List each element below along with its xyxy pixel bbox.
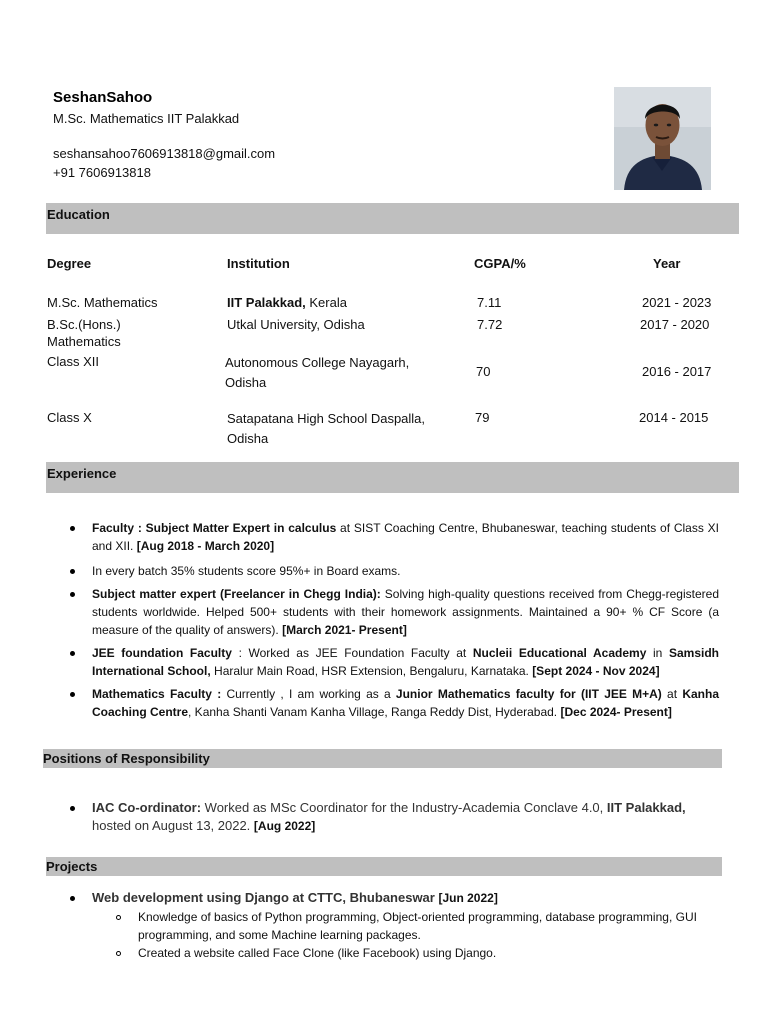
edu-year-cell: 2017 - 2020 [640,317,710,332]
bullet-icon [70,896,75,901]
email-text: seshansahoo7606913818@gmail.com [53,146,276,161]
edu-degree-cell: Class XII [47,354,100,369]
edu-degree-cell: B.Sc.(Hons.) Mathematics [47,317,121,349]
sub-bullet-icon [116,915,121,920]
experience-date: [Sept 2024 - Nov 2024] [532,663,660,678]
bullet-icon [70,651,75,656]
experience-org: Nucleii Educational Academy [472,646,647,660]
experience-text: at [661,687,683,701]
project-date: [Jun 2022] [438,891,498,905]
project-detail: Created a website called Face Clone (like Facebook) using Django. [138,946,497,960]
position-date: [Aug 2022] [253,819,316,833]
edu-institution-cell: Autonomous College Nayagarh, Odisha [225,355,410,390]
edu-score-cell: 70 [476,364,491,379]
edu-year-cell: 2021 - 2023 [642,295,712,310]
position-role: IAC Co-ordinator: [92,800,202,815]
experience-role: JEE foundation Faculty [92,646,232,660]
column-header-institution: Institution [227,256,290,271]
experience-org: Samsidh International School, [92,646,719,678]
person-photo-icon [614,87,711,190]
positions-section-header: Positions of Responsibility [43,749,722,768]
experience-date: [Aug 2018 - March 2020] [136,538,275,553]
edu-institution-cell [227,294,347,311]
profile-photo [614,87,711,190]
experience-date: [Dec 2024- Present] [560,704,672,719]
position-text: hosted on August 13, 2022. [92,818,254,833]
position-text: Worked as MSc Coordinator for the Industry-Academia Conclave 4.0, [201,800,607,815]
experience-text: , Kanha Shanti Vanam Kanha Village, Ranga Reddy Dist, Hyderabad. [188,704,561,719]
edu-institution-rest: Kerala [305,295,347,310]
experience-text: In every batch 35% students score 95%+ in Board exams. [92,564,401,578]
phone-text: +91 7606913818 [53,165,151,180]
experience-text: at SIST Coaching Centre, Bhubaneswar, teaching students of Class XI and XII. [92,521,719,553]
bullet-icon [70,592,75,597]
experience-item [92,645,719,681]
experience-text: Solving high-quality questions received from Chegg-registered students worldwide. Helped 500+ students with their homework assignments. Maintained a 90+ % CF Score (a measure of the quality of answers). [92,587,719,637]
sub-bullet-icon [116,951,121,956]
experience-section-header: Experience [46,462,739,493]
edu-institution-cell: Utkal University, Odisha [227,317,365,332]
experience-item [92,520,719,556]
experience-text: : Worked as JEE Foundation Faculty at [231,646,473,660]
experience-role: Mathematics Faculty : [92,687,222,701]
experience-item [92,586,719,639]
experience-role: Faculty : Subject Matter Expert in calculus [92,521,337,535]
column-header-cgpa: CGPA/% [474,256,526,271]
experience-text: Haralur Main Road, HSR Extension, Bengaluru, Karnataka. [210,663,533,678]
degree-line: M.Sc. Mathematics IIT Palakkad [53,111,240,126]
edu-degree-cell: M.Sc. Mathematics [47,295,158,310]
bullet-icon [70,692,75,697]
experience-org: Kanha Coaching Centre [92,687,719,719]
experience-role: Subject matter expert (Freelancer in Chegg India): [92,587,381,601]
experience-date: [March 2021- Present] [282,622,407,637]
projects-section-header: Projects [46,857,722,876]
position-item [92,799,722,835]
edu-degree-cell: Class X [47,410,92,425]
bullet-icon [70,569,75,574]
edu-institution-cell: Satapatana High School Daspalla, Odisha [227,411,426,446]
edu-score-cell: 79 [475,410,490,425]
experience-text: Currently , I am working as a [221,687,396,701]
experience-text: in [646,646,669,660]
edu-year-cell: 2014 - 2015 [639,410,709,425]
bullet-icon [70,526,75,531]
project-detail: Knowledge of basics of Python programming, Object-oriented programming, database programming, GUI programming, and some Machine learning packages. [138,910,697,942]
bullet-icon [70,806,75,811]
column-header-degree: Degree [47,256,92,271]
edu-score-cell: 7.11 [477,295,502,310]
column-header-year: Year [653,256,681,271]
project-heading: Web development using Django at CTTC, Bhubaneswar [92,890,439,905]
experience-item [92,563,719,581]
position-org: IIT Palakkad, [606,800,686,815]
edu-year-cell: 2016 - 2017 [642,364,712,379]
edu-score-cell: 7.72 [477,317,503,332]
experience-item [92,686,719,722]
experience-org: Junior Mathematics faculty for (IIT JEE M+A) [395,687,662,701]
edu-institution-bold: IIT Palakkad, [227,295,306,310]
candidate-name: SeshanSahoo [53,89,153,106]
education-section-header: Education [46,203,739,234]
project-item [92,889,722,907]
